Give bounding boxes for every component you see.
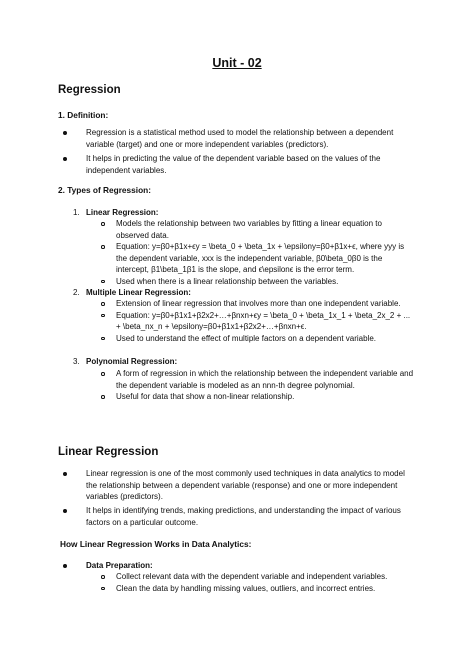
type-points: [116, 218, 416, 287]
definition-list: [86, 127, 416, 176]
definition-heading: 1. Definition:: [58, 110, 109, 120]
list-item: [116, 571, 416, 583]
point-text: Clean the data by handling missing values, outliers, and incorrect entries.: [116, 583, 376, 593]
point-text: Used when there is a linear relationship between the variables.: [116, 276, 339, 286]
list-item: [116, 583, 416, 595]
type-title: Multiple Linear Regression:: [86, 288, 191, 297]
list-item: [116, 276, 416, 288]
bullet-circle-icon: [101, 575, 105, 579]
list-item: [86, 468, 416, 503]
type-points: [116, 298, 416, 344]
bullet-circle-icon: [101, 337, 105, 341]
type-number: 2.: [73, 288, 80, 297]
bullet-circle-icon: [101, 395, 105, 399]
list-item: [86, 127, 416, 151]
how-item-points: [116, 571, 416, 594]
type-item: [73, 207, 416, 219]
bullet-circle-icon: [101, 587, 105, 591]
list-item: [116, 368, 416, 391]
list-item: [116, 391, 416, 403]
point-text: Models the relationship between two variables by fitting a linear equation to observed data.: [116, 219, 382, 240]
regression-heading: Regression: [58, 84, 121, 96]
bullet-circle-icon: [101, 280, 105, 284]
list-item: [86, 153, 416, 176]
bullet-text: Linear regression is one of the most commonly used techniques in data analytics to model the relationship between a dependent variable (response) and one or more independent variables (predictors).: [86, 469, 405, 501]
bullet-text: It helps in identifying trends, making predictions, and understanding the impact of various factors on a particular outcome.: [86, 506, 401, 527]
type-item: [73, 356, 416, 368]
bullet-dot-icon: [63, 472, 67, 476]
list-item: [116, 298, 416, 310]
how-item-title: Data Preparation:: [86, 561, 153, 570]
list-item: [116, 310, 416, 333]
how-heading: How Linear Regression Works in Data Analytics:: [60, 539, 252, 549]
bullet-circle-icon: [101, 222, 105, 226]
point-text: Equation: y=β0+β1x1+β2x2+…+βnxn+ϵy = \beta_0 + \beta_1x_1 + \beta_2x_2 + ... + \beta_nx_n + \epsilony=β0+β1x1+β2x2+…+βnxn+ϵ.: [116, 310, 411, 331]
type-points: [116, 368, 416, 403]
definition-bullet-text: It helps in predicting the value of the dependent variable based on the values of the independent variables.: [86, 154, 381, 175]
linear-regression-list: [86, 468, 416, 528]
type-title: Linear Regression:: [86, 208, 159, 217]
type-title: Polynomial Regression:: [86, 357, 178, 366]
list-item: [86, 505, 416, 528]
list-item: [116, 241, 416, 276]
type-number: 3.: [73, 357, 80, 366]
type-number: 1.: [73, 208, 80, 217]
definition-bullet-text: Regression is a statistical method used to model the relationship between a dependent variable (target) and one or more independent variables (predictors).: [86, 128, 394, 149]
point-text: A form of regression in which the relationship between the independent variable and the dependent variable is modeled as an nnn-th degree polynomial.: [116, 369, 414, 390]
types-heading: 2. Types of Regression:: [58, 185, 151, 195]
bullet-dot-icon: [63, 564, 67, 568]
unit-title: Unit - 02: [212, 56, 262, 70]
linear-regression-heading: Linear Regression: [58, 446, 159, 458]
point-text: Used to understand the effect of multiple factors on a dependent variable.: [116, 333, 377, 343]
point-text: Useful for data that show a non-linear relationship.: [116, 392, 295, 401]
point-text: Extension of linear regression that involves more than one independent variable.: [116, 299, 401, 308]
list-item: [116, 218, 416, 241]
bullet-circle-icon: [101, 314, 105, 318]
bullet-dot-icon: [63, 509, 67, 513]
bullet-circle-icon: [101, 372, 105, 376]
point-text: Equation: y=β0+β1x+ϵy = \beta_0 + \beta_1x + \epsilony=β0+β1x+ϵ, where yyy is the dependent variable, xxx is the independent variable, β0\beta_0β0 is the intercept, β1\beta_1β1 is the slope, and ϵ\epsilonϵ is the error term.: [116, 242, 405, 274]
how-item: [86, 560, 416, 572]
point-text: Collect relevant data with the dependent variable and independent variables.: [116, 572, 388, 581]
bullet-circle-icon: [101, 245, 105, 249]
bullet-circle-icon: [101, 302, 105, 306]
type-item: [73, 287, 416, 299]
bullet-dot-icon: [63, 157, 67, 161]
list-item: [116, 333, 416, 345]
bullet-dot-icon: [63, 131, 67, 135]
